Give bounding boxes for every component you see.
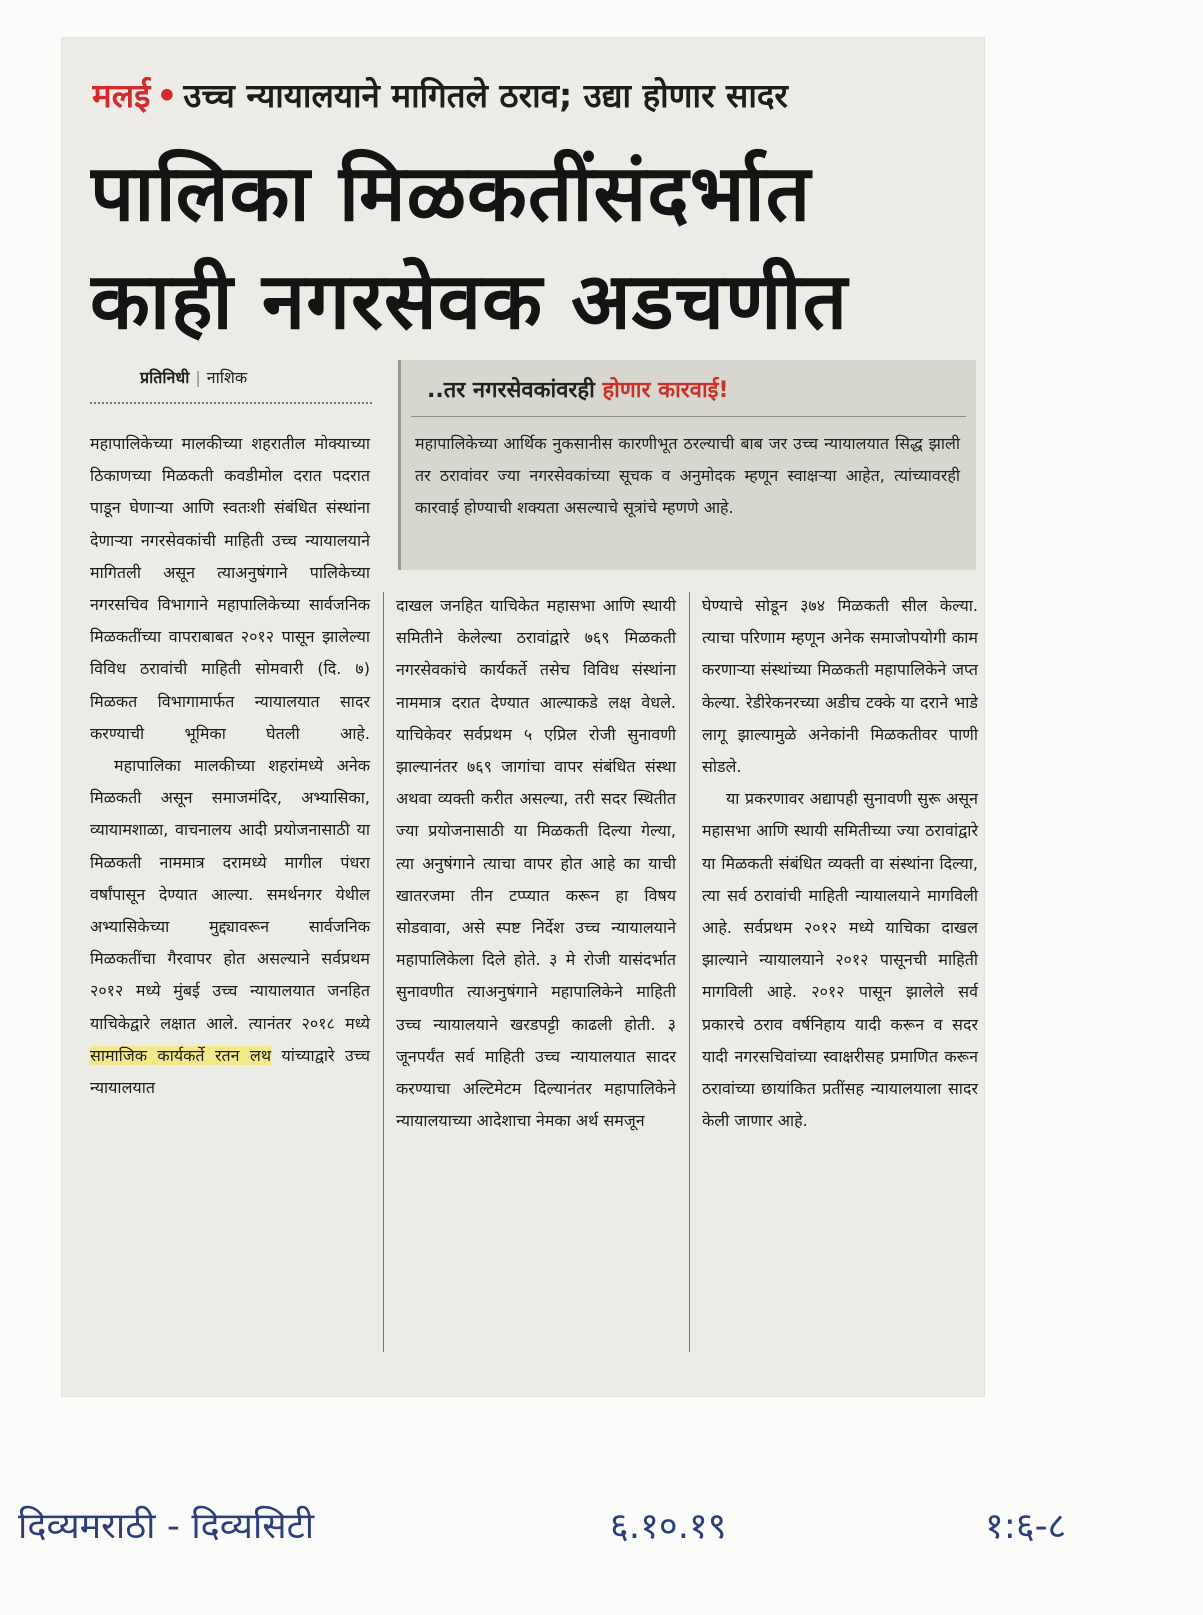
kicker-line (92, 72, 972, 118)
headline-line-2: काही नगरसेवक अडचणीत (90, 257, 849, 347)
box-title-red: होणार कारवाई! (602, 378, 729, 403)
kicker-bullet: • (156, 76, 178, 115)
headline-line-1: पालिका मिळकतींसंदर्भात (90, 149, 812, 239)
col2-paragraph-1: दाखल जनहित याचिकेत महासभा आणि स्थायी समितीने केलेल्या ठरावांद्वारे ७६९ मिळकती नगरसेवकांचे कार्यकर्ते तसेच विविध संस्थांना नाममात्र दरात देण्यात आल्याकडे लक्ष वेधले. याचिकेवर सर्वप्रथम ५ एप्रिल रोजी सुनावणी झाल्यानंतर ७६९ जागांचा वापर संबंधित संस्था अथवा व्यक्ती करीत असल्या, तरी सदर स्थितीत ज्या प्रयोजनासाठी या मिळकती दिल्या गेल्या, त्या अनुषंगाने त्याचा वापर होत आहे का याची खातरजमा तीन टप्प्यात करून हा विषय सोडवावा, असे स्पष्ट निर्देश उच्च न्यायालयाने महापालिकेला दिले होते. ३ मे रोजी यासंदर्भात सुनावणीत त्याअनुषंगाने महापालिकेने माहिती उच्च न्यायालयाने खरडपट्टी काढली होती. ३ जूनपर्यंत सर्व माहिती उच्च न्यायालयात सादर करण्याचा अल्टिमेटम दिल्यानंतर महापालिकेने न्यायालयाच्या आदेशाचा नेमका अर्थ समजून (396, 596, 676, 1131)
column-divider-1 (383, 592, 384, 1352)
byline (140, 366, 247, 388)
box-title-plain: ..तर नगरसेवकांवरही (427, 378, 603, 403)
col3-paragraph-2: या प्रकरणावर अद्यापही सुनावणी सुरू असून महासभा आणि स्थायी समितीच्या ज्या ठरावांद्वारे या मिळकती संबंधित व्यक्ती वा संस्थांना दिल्या, त्या सर्व ठरावांची माहिती न्यायालयाने मागविली आहे. सर्वप्रथम २०१२ मध्ये याचिका दाखल झाल्याने न्यायालयाने २०१२ पासूनची माहिती मागविली आहे. २०१२ पासून झालेले सर्व प्रकारचे ठराव वर्षनिहाय यादी करून व सदर यादी नगरसचिवांच्या स्वाक्षरीसह प्रमाणित करून ठरावांच्या छायांकित प्रतींसह न्यायालयाला सादर केली जाणार आहे. (702, 789, 978, 1131)
byline-dotted-rule (90, 402, 372, 404)
kicker-text: उच्च न्यायालयाने मागितले ठराव; उद्या होणार सादर (183, 76, 788, 115)
col1-paragraph-2 (90, 750, 370, 1104)
byline-separator: | (195, 368, 201, 387)
box-title (427, 374, 728, 404)
box-text: महापालिकेच्या आर्थिक नुकसानीस कारणीभूत ठरल्याची बाब जर उच्च न्यायालयात सिद्ध झाली तर ठरावांवर ज्या नगरसेवकांच्या सूचक व अनुमोदक म्हणून स्वाक्षऱ्या आहेत, त्यांच्यावरही कारवाई होण्याची शक्यता असल्याचे सूत्रांचे म्हणणे आहे. (415, 434, 960, 517)
article-column-3 (702, 590, 978, 1137)
kicker-tag: मलई (92, 76, 151, 115)
article-column-2 (396, 590, 676, 1137)
col1-p2-text-a: महापालिका मालकीच्या शहरांमध्ये अनेक मिळकती असून समाजमंदिर, अभ्यासिका, व्यायामशाळा, वाचनालय आदी प्रयोजनासाठी या मिळकती नाममात्र दरामध्ये मागील पंधरा वर्षांपासून देण्यात आल्या. समर्थनगर येथील अभ्यासिकेच्या मुद्द्यावरून सार्वजनिक मिळकतींचा गैरवापर होत असल्याने सर्वप्रथम २०१२ मध्ये मुंबई उच्च न्यायालयात जनहित याचिकेद्वारे लक्षात आले. त्यानंतर २०१८ मध्ये (90, 756, 370, 1033)
col1-paragraph-1: महापालिकेच्या मालकीच्या शहरातील मोक्याच्या ठिकाणच्या मिळकती कवडीमोल दरात पदरात पाडून घेणाऱ्या आणि स्वतःशी संबंधित संस्थांना देणाऱ्या नगरसेवकांची माहिती उच्च न्यायालयाने मागितली असून त्याअनुषंगाने पालिकेच्या नगरसचिव विभागाने महापालिकेच्या सार्वजनिक मिळकतींच्या वापराबाबत २०१२ पासून झालेल्या विविध ठरावांची माहिती सोमवारी (दि. ७) मिळकत विभागामार्फत न्यायालयात सादर करण्याची भूमिका घेतली आहे. (90, 434, 370, 743)
handwritten-reference: १:६-८ (985, 1506, 1067, 1547)
handwritten-source: दिव्यमराठी - दिव्यसिटी (18, 1506, 315, 1547)
article-column-1 (90, 428, 370, 1104)
byline-reporter: प्रतिनिधी (140, 368, 190, 387)
col3-paragraph-1: घेण्याचे सोडून ३७४ मिळकती सील केल्या. त्याचा परिणाम म्हणून अनेक समाजोपयोगी काम करणाऱ्या संस्थांच्या मिळकती महापालिकेने जप्त केल्या. रेडीरेकनरच्या अडीच टक्के या दराने भाडे लागू झाल्यामुळे अनेकांनी मिळकतीवर पाणी सोडले. (702, 596, 978, 777)
handwritten-date: ६.१०.१९ (610, 1506, 727, 1547)
sidebar-box (398, 360, 976, 570)
col1-p2-text-b: यांच्याद्वारे उच्च न्यायालयात (90, 1045, 370, 1098)
byline-city: नाशिक (206, 368, 248, 387)
col1-highlighted-name: सामाजिक कार्यकर्ते रतन लथ (90, 1045, 272, 1065)
column-divider-2 (689, 592, 690, 1352)
box-divider (411, 416, 966, 417)
